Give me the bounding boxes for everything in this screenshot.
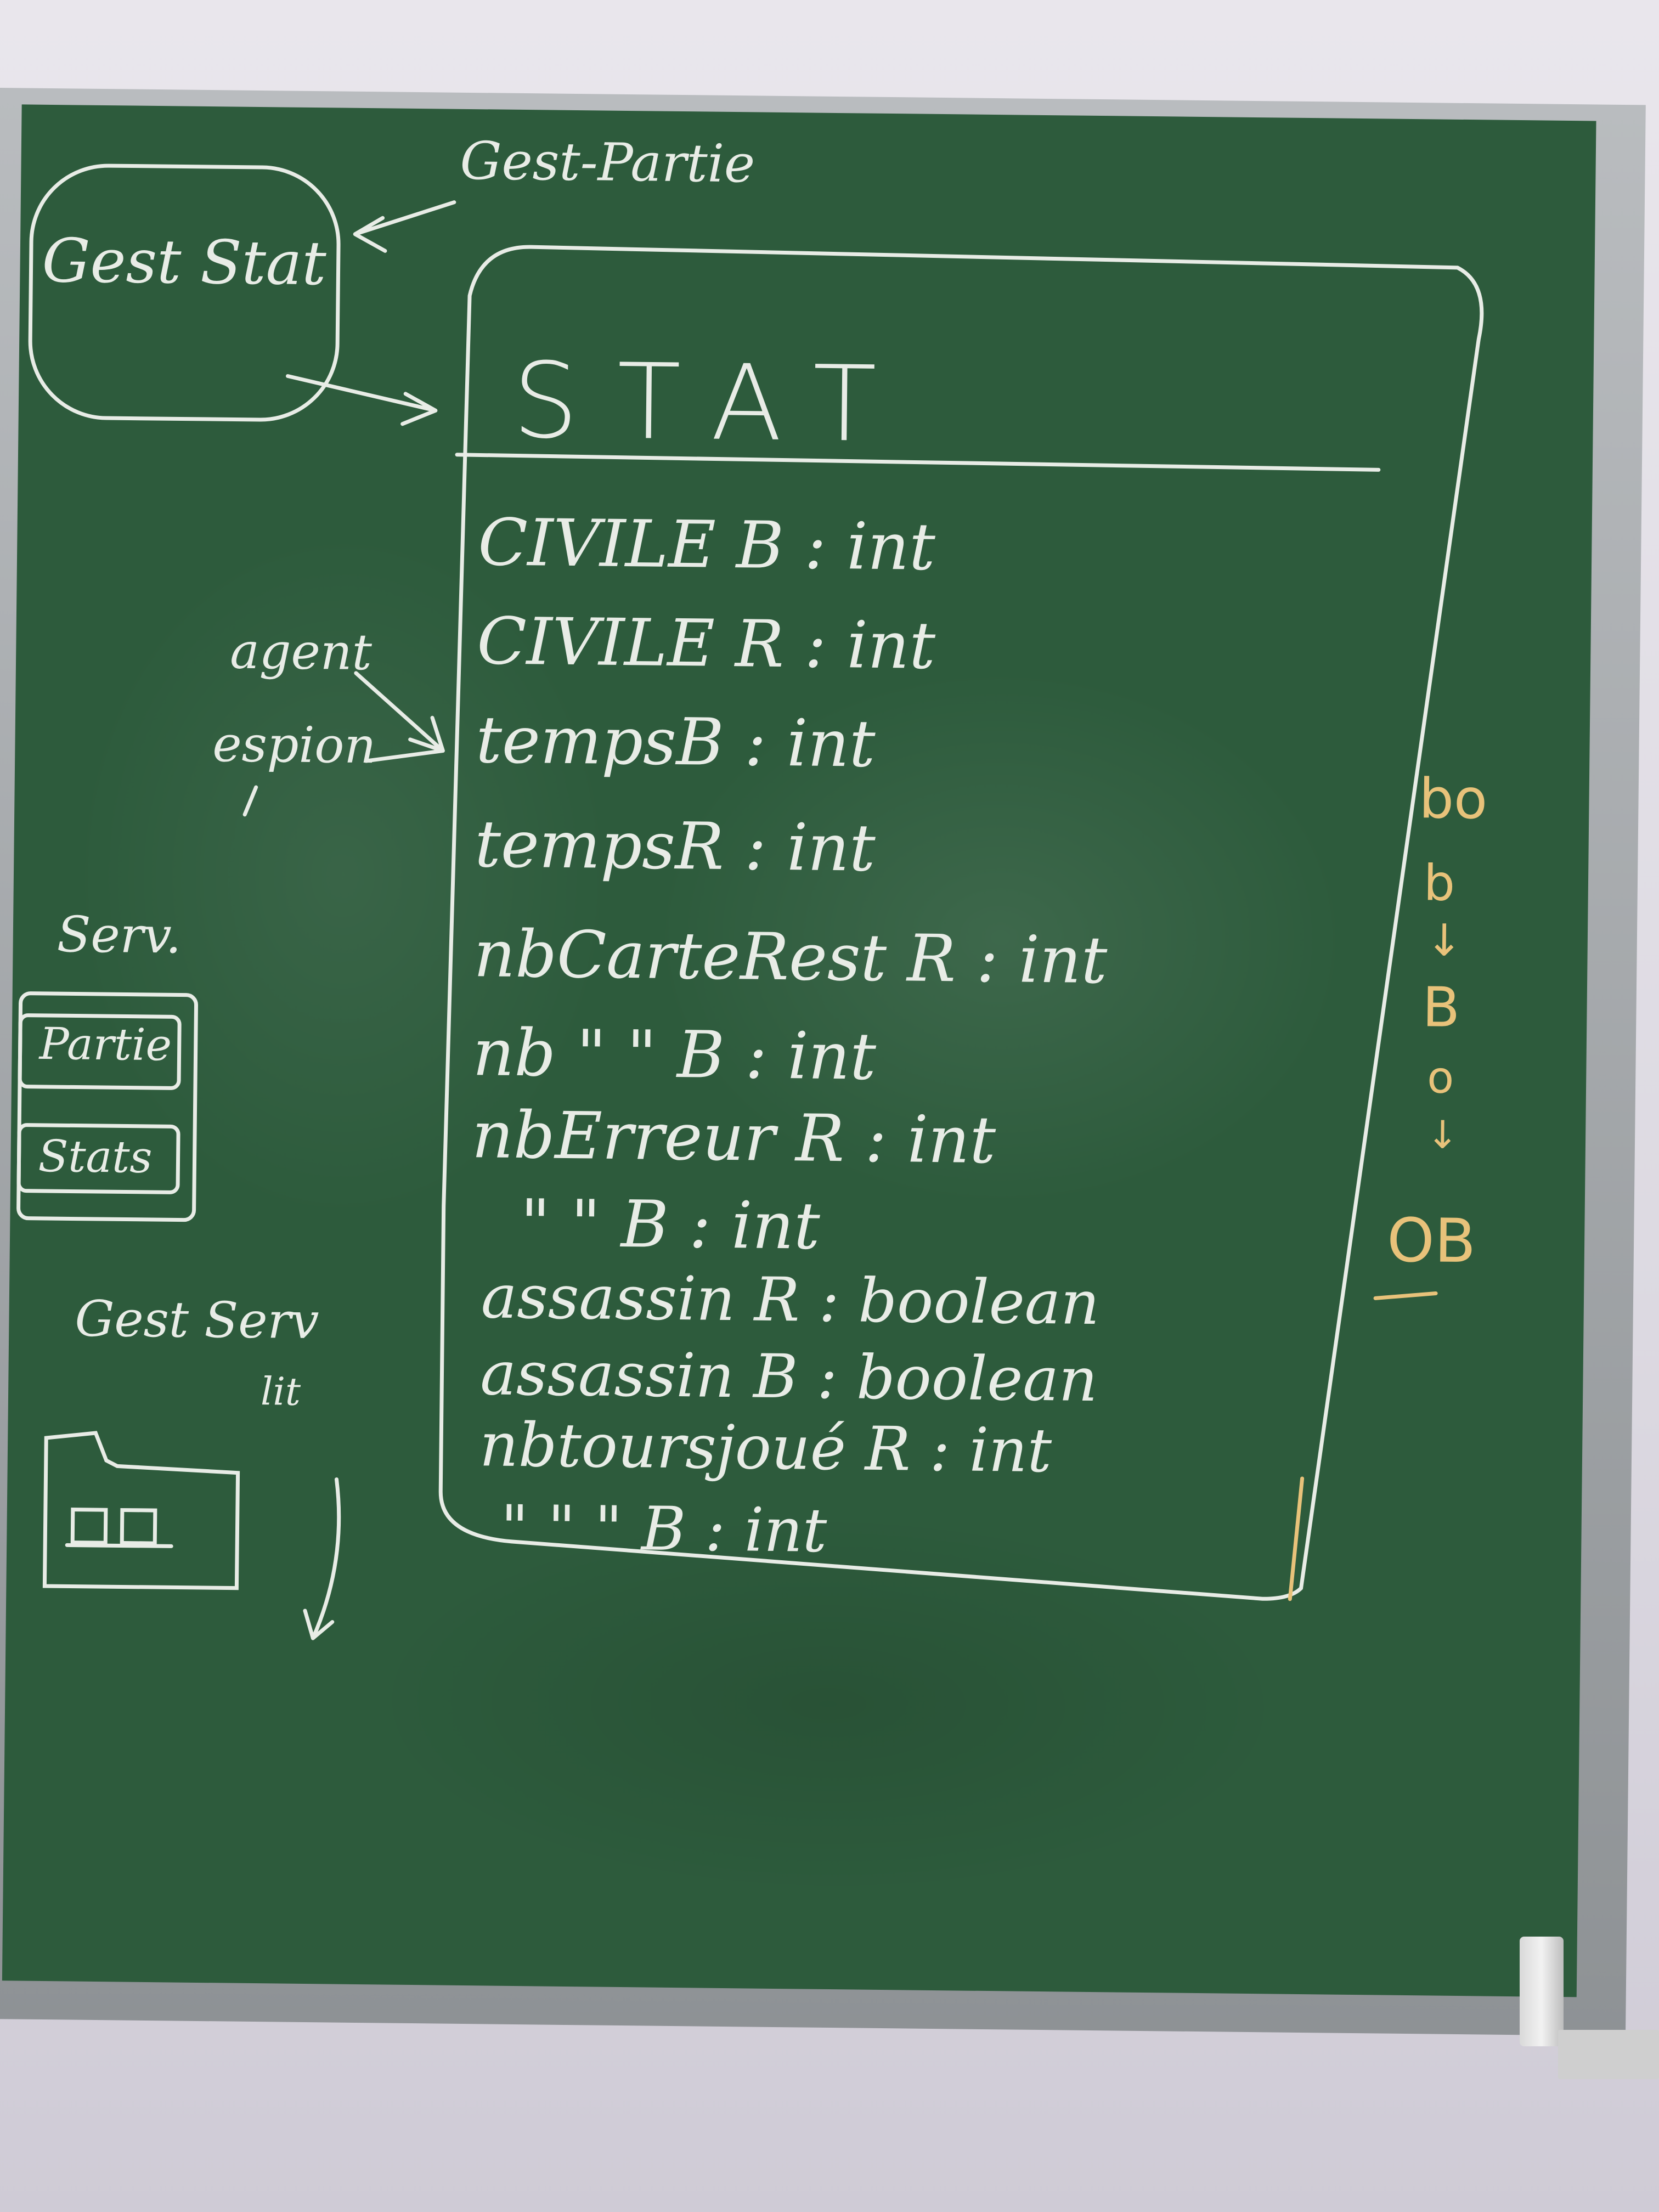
serv-label: Serv. [57,906,182,965]
yellow-note-ob: OB [1386,1205,1476,1277]
yellow-note-arrow-1: ↓ [1425,915,1463,966]
yellow-note-bo: bo [1418,766,1488,832]
attr-nbtours-b: " " " B : int [500,1492,827,1566]
espion-label: espion [212,715,377,775]
attr-civile-b: CIVILE B : int [477,504,936,585]
file-floor-line [67,1545,171,1546]
gest-serv-label: Gest Serv [74,1290,319,1351]
arrow-gest-partie [355,201,454,252]
stat-class-title: STAT [511,340,916,466]
chalk-tray [1558,2030,1659,2079]
yellow-note-b: b [1423,854,1455,912]
chalkboard [2,104,1596,1997]
attr-civile-r: CIVILE R : int [476,603,936,684]
attr-nberreur-b: " " B : int [520,1185,821,1264]
gest-stat-label: Gest Stat [42,225,327,299]
partie-label: Partie [39,1018,172,1071]
attr-nbcarterest-b: nb " " B : int [472,1014,877,1094]
arrow-lit [304,1479,339,1639]
file-window-b [122,1510,155,1543]
chalkboard-frame [0,88,1646,2036]
agent-label: agent [229,622,373,682]
yellow-note-o: o [1426,1052,1454,1103]
stats-label: Stats [38,1130,153,1183]
yellow-underline [1375,1293,1436,1299]
file-window-a [72,1510,106,1543]
attr-assassin-b: assassin B : boolean [479,1338,1098,1415]
gest-partie-label: Gest-Partie [460,131,755,195]
attr-nberreur-r: nbErreur R : int [471,1097,996,1178]
attr-nbtours-r: nbtoursjoué R : int [479,1409,1052,1486]
yellow-note-B: B [1421,975,1460,1040]
attr-assassin-r: assassin R : boolean [481,1261,1100,1339]
attr-temps-r: tempsR : int [474,806,876,886]
lit-label: lit [260,1369,301,1414]
yellow-note-arrow-2: ↓ [1426,1112,1459,1158]
attr-nbcarterest-r: nbCarteRest R : int [473,916,1108,998]
attr-temps-b: tempsB : int [475,702,876,782]
board-hinge [1520,1937,1564,2046]
